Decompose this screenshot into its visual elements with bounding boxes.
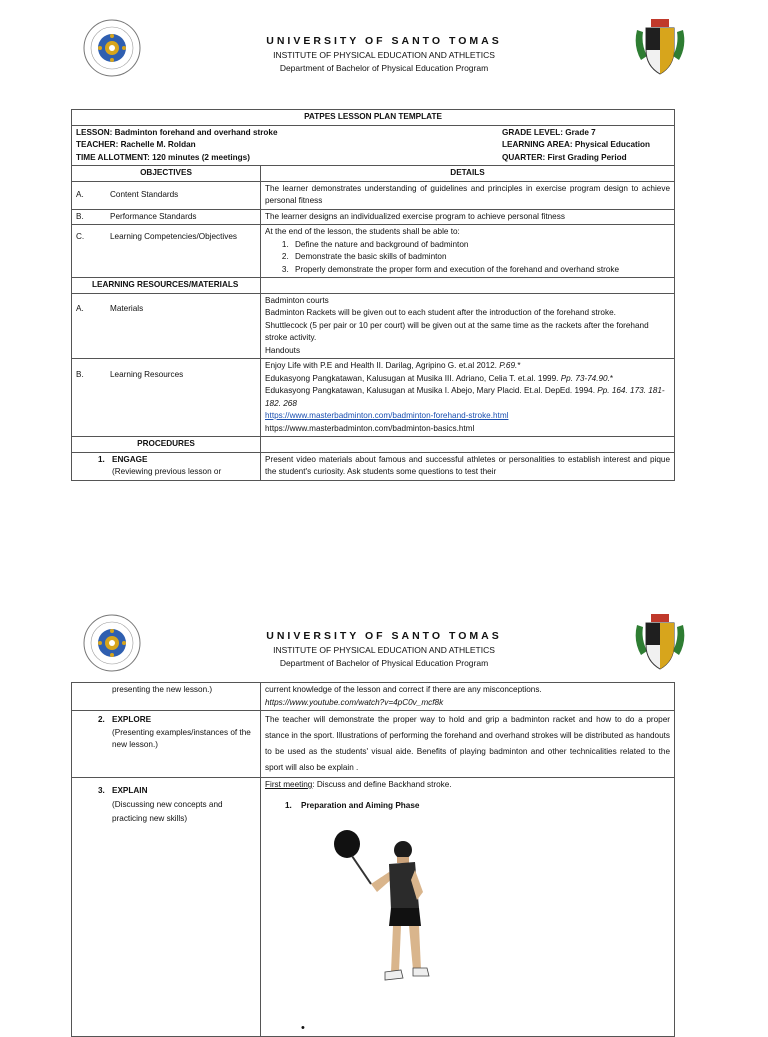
engage-label: 1. ENGAGE (Reviewing previous lesson or bbox=[72, 452, 261, 480]
performance-standards-label: B. Performance Standards bbox=[72, 209, 261, 225]
department-name: Department of Bachelor of Physical Education Program bbox=[279, 658, 489, 668]
lesson-plan-table-page-1 bbox=[71, 109, 675, 481]
explore-detail: The teacher will demonstrate the proper way to hold and grip a badminton racket and how to do a proper stance in the sport. Illustrations of performing the forehand and overhand strokes will be distributed as handouts to be used as the students' visual aide. Benefits of playing badminton and other technicalities related to the sport will also be explain . bbox=[261, 711, 675, 778]
competency-item: 3. Properly demonstrate the proper form and execution of the forehand and overhand stroke bbox=[291, 264, 670, 277]
competency-item: 1. Define the nature and background of badminton bbox=[291, 239, 670, 252]
procedures-heading: PROCEDURES bbox=[72, 437, 261, 453]
explain-label: 3. EXPLAIN (Discussing new concepts and practicing new skills) bbox=[72, 778, 261, 1037]
engage-detail-cont: current knowledge of the lesson and correct if there are any misconceptions. https://www.youtube.com/watch?v=4pC0v_mcf8k bbox=[261, 683, 675, 711]
procedures-heading-blank bbox=[261, 437, 675, 453]
competency-item: 2. Demonstrate the basic skills of badminton bbox=[291, 251, 670, 264]
resource-item: Edukasyong Pangkatawan, Kalusugan at Musika I. Abejo, Mary Placid. Et.al. DepEd. 1994. Pp. 164. 173. 181-182. 268 bbox=[265, 386, 665, 408]
university-name: UNIVERSITY OF SANTO TOMAS bbox=[266, 630, 502, 642]
resource-item: Enjoy Life with P.E and Health II. Darilag, Agripino G. et.al 2012. P.69.* bbox=[265, 361, 521, 370]
quarter: QUARTER: First Grading Period bbox=[502, 152, 627, 162]
explain-phase-title: 1. Preparation and Aiming Phase bbox=[285, 800, 420, 810]
lesson-name: LESSON: Badminton forehand and overhand stroke bbox=[76, 127, 278, 137]
grade-level: GRADE LEVEL: Grade 7 bbox=[502, 127, 596, 137]
department-name: Department of Bachelor of Physical Education Program bbox=[279, 63, 489, 73]
competencies-list bbox=[265, 239, 670, 277]
badminton-basics-url: https://www.masterbadminton.com/badminton-basics.html bbox=[265, 423, 475, 433]
engage-detail: Present video materials about famous and successful athletes or personalities to establish interest and pique the student's curiosity. Ask students some questions to test their bbox=[261, 452, 675, 480]
competencies-detail bbox=[261, 225, 675, 278]
competencies-intro: At the end of the lesson, the students shall be able to: bbox=[265, 227, 460, 236]
performance-standards-detail: The learner designs an individualized exercise program to achieve personal fitness bbox=[261, 209, 675, 225]
materials-detail bbox=[261, 293, 675, 359]
learning-resources-detail bbox=[261, 359, 675, 437]
engage-video-url: https://www.youtube.com/watch?v=4pC0v_mcf8k bbox=[265, 697, 444, 707]
explain-meeting-line: First meeting: Discuss and define Backhand stroke. bbox=[265, 780, 452, 789]
content-standards-detail: The learner demonstrates understanding of guidelines and principles in exercise program design to achieve personal fitness bbox=[261, 181, 675, 209]
learning-area: LEARNING AREA: Physical Education bbox=[502, 140, 651, 149]
objectives-header: OBJECTIVES bbox=[72, 166, 261, 182]
explore-label: 2. EXPLORE (Presenting examples/instances of the new lesson.) bbox=[72, 711, 261, 778]
lesson-meta bbox=[72, 125, 675, 166]
document-page-2 bbox=[0, 590, 768, 1034]
material-item: Badminton Rackets will be given out to each student after the introduction of the forehand stroke. bbox=[265, 308, 616, 317]
time-allotment: TIME ALLOTMENT: 120 minutes (2 meetings) bbox=[76, 152, 250, 162]
competencies-label: C. Learning Competencies/Objectives bbox=[72, 225, 261, 278]
badminton-player-photo bbox=[331, 822, 441, 1012]
engage-label-cont: presenting the new lesson.) bbox=[72, 683, 261, 711]
resources-heading-blank bbox=[261, 278, 675, 294]
institute-name: INSTITUTE OF PHYSICAL EDUCATION AND ATHLETICS bbox=[273, 50, 495, 60]
material-item: Shuttlecock (5 per pair or 10 per court) will be given out at the same time as the rackets after the forehand stroke activity. bbox=[265, 320, 649, 342]
university-name: UNIVERSITY OF SANTO TOMAS bbox=[266, 35, 502, 47]
details-header: DETAILS bbox=[261, 166, 675, 182]
learning-resources-label: B. Learning Resources bbox=[72, 359, 261, 437]
resource-item: Edukasyong Pangkatawan, Kalusugan at Musika III. Adriano, Celia T. et.al. 1999. Pp. 73-74.90.* bbox=[265, 373, 614, 383]
material-item: Handouts bbox=[265, 345, 301, 355]
forehand-stroke-link[interactable]: https://www.masterbadminton.com/badminton-forehand-stroke.html bbox=[265, 411, 509, 420]
lesson-plan-table-page-2 bbox=[71, 682, 675, 1037]
explain-detail bbox=[261, 778, 675, 1037]
bullet-point: • bbox=[301, 1022, 305, 1034]
material-item: Badminton courts bbox=[265, 295, 329, 305]
content-standards-label: A. Content Standards bbox=[72, 181, 261, 209]
institute-name: INSTITUTE OF PHYSICAL EDUCATION AND ATHLETICS bbox=[273, 645, 495, 655]
resources-heading: LEARNING RESOURCES/MATERIALS bbox=[72, 278, 261, 294]
template-title: PATPES LESSON PLAN TEMPLATE bbox=[72, 110, 675, 126]
teacher-name: TEACHER: Rachelle M. Roldan bbox=[76, 140, 196, 149]
materials-label: A. Materials bbox=[72, 293, 261, 359]
